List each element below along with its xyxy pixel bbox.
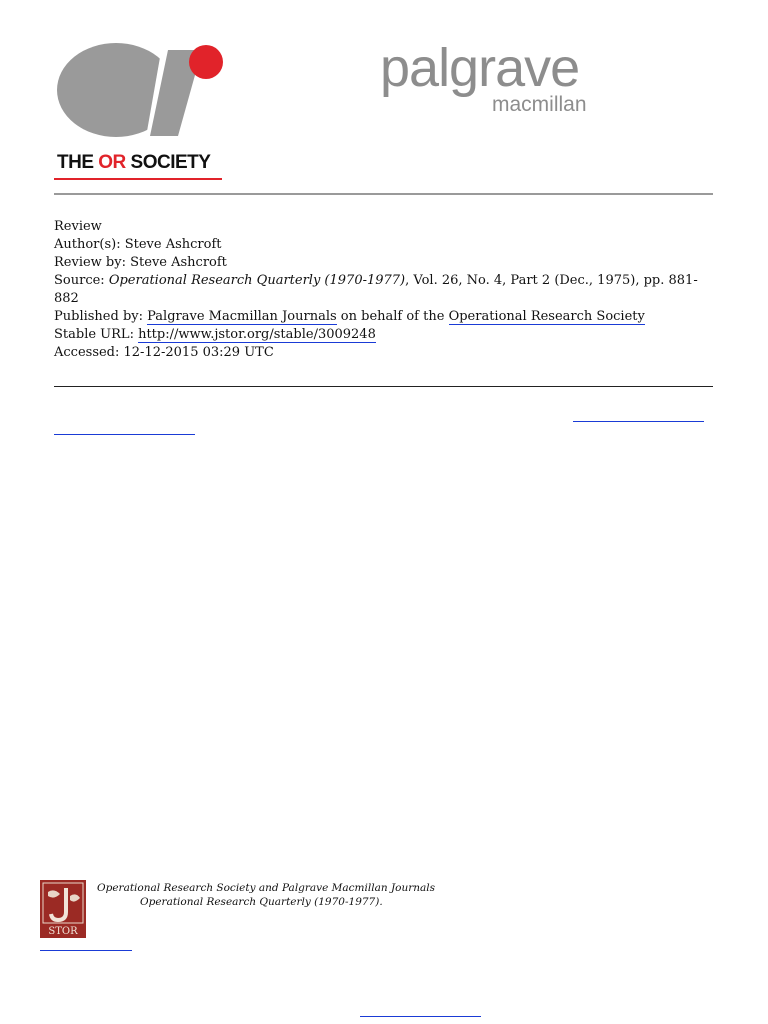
- or-society-logo: [54, 40, 226, 182]
- terms-link-part1[interactable]: [573, 421, 704, 422]
- jstor-logo: [40, 880, 86, 938]
- palgrave-macmillan-logo: [380, 38, 600, 118]
- citation-metadata: [54, 218, 714, 362]
- source-pages-continued: 882: [54, 291, 79, 306]
- published-by: Published by: Palgrave Macmillan Journals on behalf of the Operational Research Society: [54, 309, 645, 324]
- metadata-divider: [54, 386, 713, 387]
- stable-url: Stable URL: http://www.jstor.org/stable/3009248: [54, 327, 376, 342]
- authors: Author(s): Steve Ashcroft: [54, 237, 222, 252]
- source-journal: Operational Research Quarterly (1970-1977): [108, 273, 406, 288]
- or-society-logo-mark: [54, 40, 226, 140]
- source: Source: Operational Research Quarterly (1970-1977), Vol. 26, No. 4, Part 2 (Dec., 1975), pp. 881-: [54, 273, 698, 288]
- accessed-date: Accessed: 12-12-2015 03:29 UTC: [54, 345, 274, 360]
- item-type: Review: [54, 219, 102, 234]
- stable-url-link[interactable]: http://www.jstor.org/stable/3009248: [138, 327, 376, 342]
- jstor-logo-label: STOR: [48, 926, 78, 937]
- jstor-link[interactable]: [40, 950, 132, 951]
- publisher-link[interactable]: Palgrave Macmillan Journals: [147, 309, 337, 324]
- palgrave-wordmark: palgrave: [380, 38, 580, 98]
- terms-link-part2[interactable]: [54, 434, 195, 435]
- macmillan-wordmark: macmillan: [492, 93, 587, 116]
- or-society-wordmark: THE OR SOCIETY: [57, 152, 211, 173]
- support-link[interactable]: [360, 1016, 481, 1017]
- society-link[interactable]: Operational Research Society: [448, 309, 645, 324]
- or-society-underline: [54, 178, 222, 180]
- review-by: Review by: Steve Ashcroft: [54, 255, 227, 270]
- footer-line-2: Operational Research Quarterly (1970-1977).: [140, 896, 383, 908]
- footer-line-1: Operational Research Society and Palgrave Macmillan Journals: [97, 882, 436, 894]
- header-divider: [54, 193, 713, 195]
